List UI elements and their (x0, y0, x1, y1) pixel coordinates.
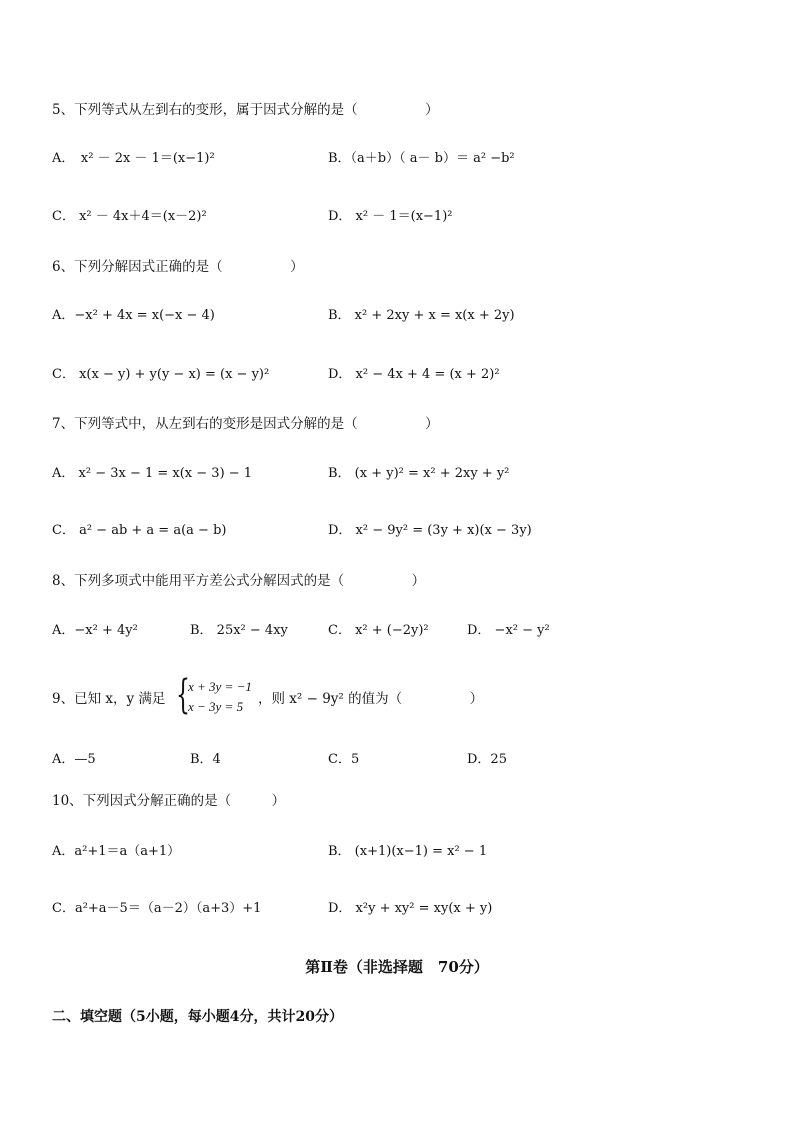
q8-option-c: C． x² + (−2y)² (328, 623, 429, 638)
q6-option-c: C． x(x − y) + y(y − x) = (x − y)² (52, 367, 270, 382)
q7-option-b: B． (x + y)² = x² + 2xy + y² (328, 466, 510, 481)
question-9-stem-end: ，则 x² − 9y² 的值为（ ） (258, 691, 484, 707)
q7-option-a: A． x² − 3x − 1 = x(x − 3) − 1 (52, 466, 253, 481)
q6-option-b: B． x² + 2xy + x = x(x + 2y) (328, 308, 515, 323)
q5-option-c: C． x² － 4x＋4＝(x－2)² (52, 209, 207, 224)
question-5-stem: 5、下列等式从左到右的变形，属于因式分解的是（ ） (52, 102, 439, 118)
q8-option-d: D． −x² − y² (467, 623, 550, 638)
q10-option-c: C．a²+a－5＝（a－2）（a+3）+1 (52, 901, 262, 916)
q9-option-b: B．4 (190, 752, 221, 767)
q9-option-d: D．25 (467, 752, 507, 767)
equation-system (176, 672, 266, 721)
q6-option-d: D． x² − 4x + 4 = (x + 2)² (328, 367, 500, 382)
q5-option-a: A． x² － 2x － 1＝(x−1)² (52, 151, 215, 166)
q8-option-b: B． 25x² − 4xy (190, 623, 288, 638)
q10-option-d: D． x²y + xy² = xy(x + y) (328, 901, 493, 916)
q5-option-d: D． x² － 1＝(x−1)² (328, 209, 453, 224)
q8-option-a: A．−x² + 4y² (52, 623, 138, 638)
q6-option-a: A．−x² + 4x = x(−x − 4) (52, 308, 215, 323)
q10-option-a: A．a²+1＝a（a+1） (52, 844, 181, 859)
q10-option-b: B． (x+1)(x−1) = x² − 1 (328, 844, 488, 859)
left-brace: { (176, 672, 190, 718)
question-8-stem: 8、下列多项式中能用平方差公式分解因式的是（ ） (52, 573, 426, 589)
equation-1: x + 3y = −1 (188, 679, 252, 694)
equation-2: x − 3y = 5 (188, 699, 244, 714)
question-9-stem-start: 9、已知 x，y 满足 (52, 691, 166, 707)
question-7-stem: 7、下列等式中，从左到右的变形是因式分解的是（ ） (52, 416, 439, 432)
question-6-stem: 6、下列分解因式正确的是（ ） (52, 259, 304, 275)
section-title: 第Ⅱ卷（非选择题 70分） (305, 958, 489, 976)
q9-option-a: A．—5 (52, 752, 96, 767)
question-10-stem: 10、下列因式分解正确的是（ ） (52, 793, 286, 809)
q7-option-d: D． x² − 9y² = (3y + x)(x − 3y) (328, 523, 532, 538)
part-heading: 二、填空题（5小题，每小题4分，共计20分） (52, 1009, 343, 1025)
q9-option-c: C．5 (328, 752, 360, 767)
q7-option-c: C． a² − ab + a = a(a − b) (52, 523, 227, 538)
q5-option-b: B．（a＋b）（ a－ b）＝ a² −b² (328, 151, 515, 166)
